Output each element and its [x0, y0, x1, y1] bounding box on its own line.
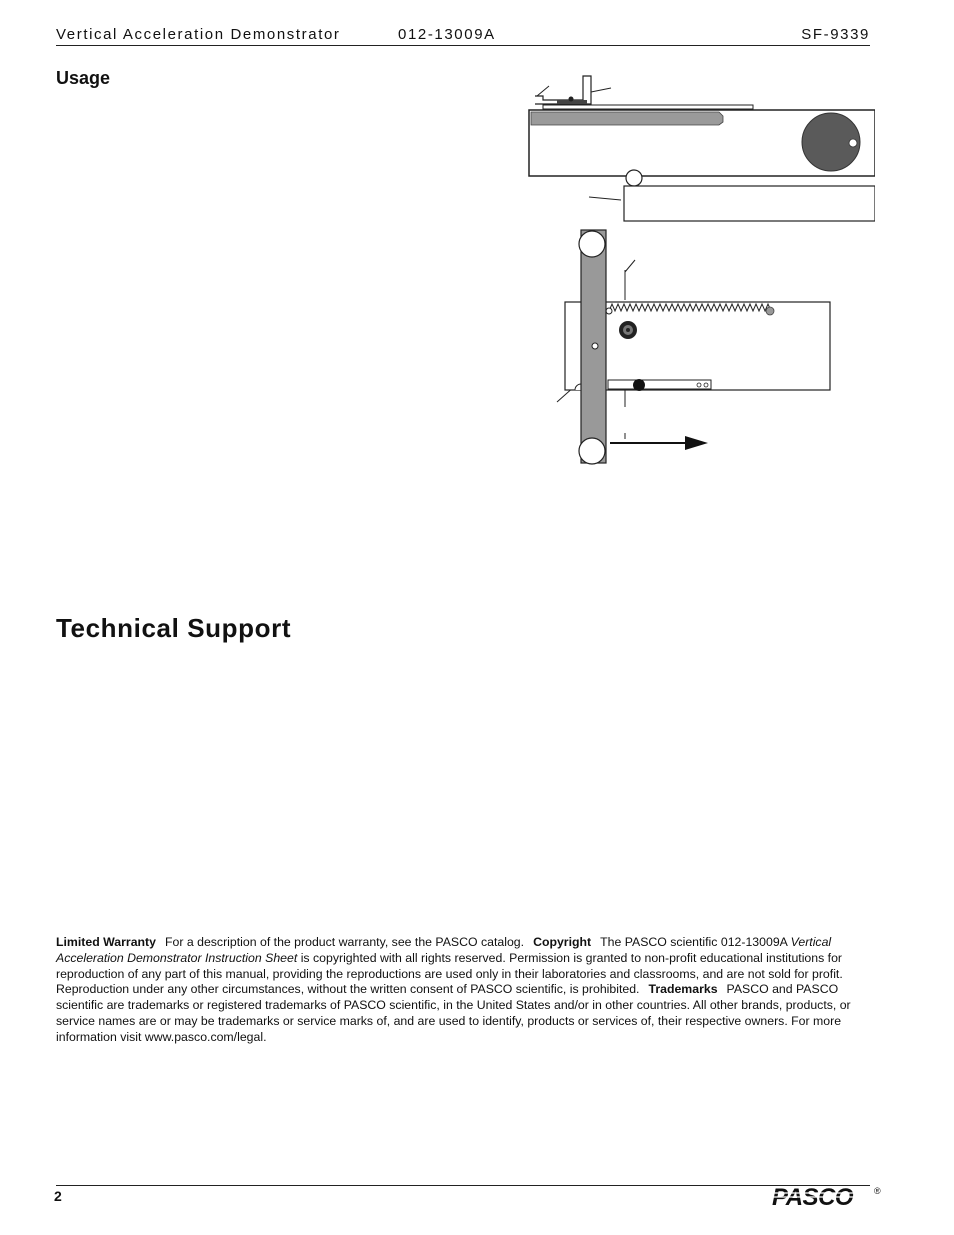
copyright-text-body: is copyrighted with all rights reserved. Permission is granted to non-profit educational institutions for reproduction of any part of this manual, providing the reproductions are used only in their laboratories and classrooms, and are not sold for profit. Reproduction under any other circumstances, without the written consent of PASCO scientific, is prohibited. — [56, 950, 843, 997]
trademarks-label: Trademarks — [648, 982, 718, 997]
technical-support-heading: Technical Support — [56, 613, 292, 643]
copyright-document-title: Vertical Acceleration Demonstrator Instruction Sheet — [56, 935, 832, 965]
trademarks-text: PASCO and PASCO scientific are trademarks or registered trademarks of PASCO scientific, in the United States and/or in other countries. All other brands, products, or service names are or may be trademarks or service marks of, and are used to identify, products or services of, their respective owners. For more information visit www.pasco.com/legal. — [56, 982, 851, 1044]
warranty-text: For a description of the product warranty, see the PASCO catalog. — [164, 935, 525, 949]
usage-heading: Usage — [56, 68, 111, 88]
vertical-rod — [579, 230, 606, 464]
apparatus-diagram — [525, 72, 875, 472]
clamp-bracket — [535, 76, 753, 109]
page-header — [56, 26, 870, 46]
footer-divider — [56, 1185, 870, 1186]
header-model-number: SF-9339 — [801, 26, 870, 43]
main-beam — [529, 110, 875, 176]
pasco-logo-text: PASCO — [772, 1184, 854, 1210]
header-doc-number: 012-13009A — [398, 26, 496, 43]
legal-notice — [56, 935, 870, 1046]
header-title: Vertical Acceleration Demonstrator — [56, 26, 341, 43]
page-number: 2 — [54, 1188, 62, 1204]
warranty-label: Limited Warranty — [56, 935, 156, 949]
pasco-logo — [770, 1184, 870, 1210]
registered-mark: ® — [874, 1186, 881, 1196]
copyright-text-start: The PASCO scientific 012-13009A — [600, 935, 788, 949]
copyright-label: Copyright — [533, 935, 592, 949]
